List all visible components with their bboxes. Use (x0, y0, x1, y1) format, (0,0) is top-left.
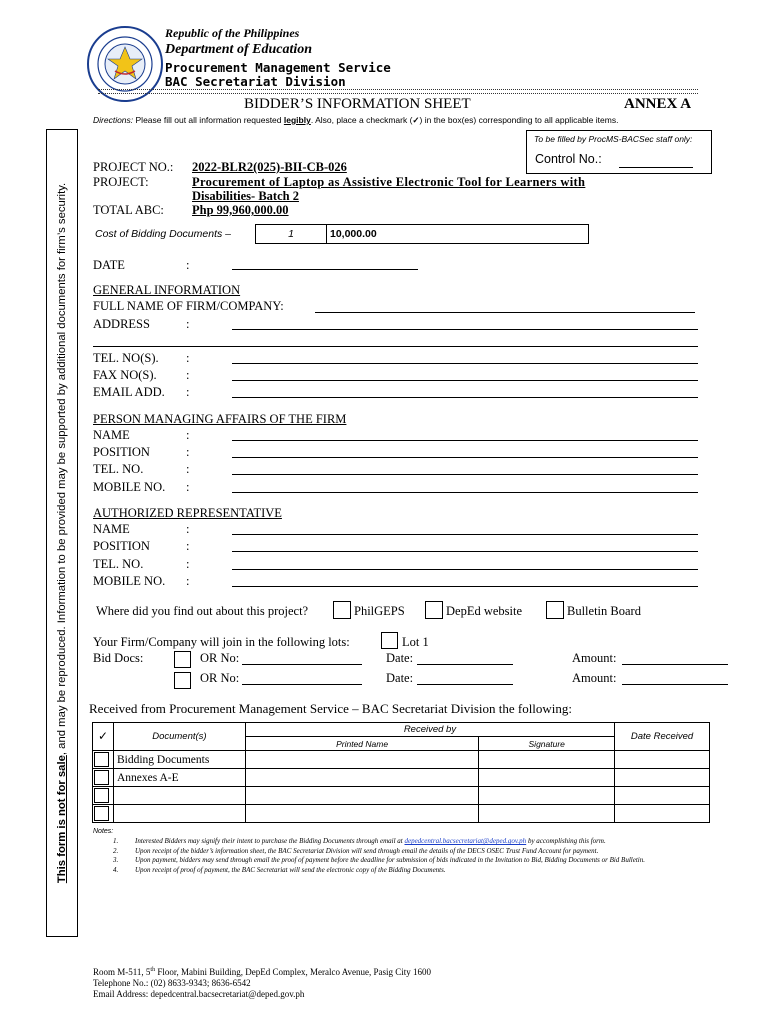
tel-colon: : (186, 351, 190, 365)
document-name: Bidding Documents (113, 751, 245, 769)
received-heading: Received from Procurement Management Service – BAC Secretariat Division the following: (89, 701, 573, 716)
amount-label-1: Amount: (572, 651, 617, 665)
department-heading: Department of Education (165, 42, 313, 57)
person-name-field[interactable] (232, 440, 698, 441)
table-row (93, 787, 710, 805)
rep-name-label: NAME (93, 522, 130, 536)
person-name-colon: : (186, 428, 190, 442)
fax-field[interactable] (232, 380, 698, 381)
rep-mobile-colon: : (186, 574, 190, 588)
bid-docs-checkbox-2[interactable] (174, 672, 191, 689)
footer-line-1: Room M-511, 5th Floor, Mabini Building, DepEd Complex, Meralco Avenue, Pasig City 1600 (93, 967, 432, 977)
date-received-cell[interactable] (615, 805, 710, 823)
note-text-tail: by accomplishing this form. (526, 837, 606, 845)
directions (93, 115, 618, 126)
signature-cell[interactable] (479, 769, 615, 787)
notes-list (113, 837, 703, 874)
date-field[interactable] (232, 269, 418, 270)
date-field-1[interactable] (417, 664, 513, 665)
bulletin-board-checkbox[interactable] (546, 601, 564, 619)
rep-position-colon: : (186, 539, 190, 553)
division-heading: BAC Secretariat Division (165, 74, 346, 89)
fax-colon: : (186, 368, 190, 382)
rep-mobile-field[interactable] (232, 586, 698, 587)
bulletin-board-label: Bulletin Board (567, 604, 641, 618)
side-notice-box (46, 129, 78, 937)
republic-heading: Republic of the Philippines (165, 26, 300, 40)
general-info-heading: GENERAL INFORMATION (93, 283, 241, 297)
service-heading: Procurement Management Service (165, 60, 391, 75)
note-item (113, 856, 703, 865)
note-number: 4. (113, 865, 119, 874)
person-tel-label: TEL. NO. (93, 462, 144, 476)
firm-name-label: FULL NAME OF FIRM/COMPANY: (93, 299, 284, 313)
side-notice-bold: This form is not for sale (56, 755, 68, 884)
footer-address (93, 965, 431, 1000)
directions-text-1: Please fill out all information requested (133, 115, 284, 125)
received-by-header: Received by (245, 723, 614, 737)
table-row (93, 769, 710, 787)
note-text: Upon receipt of proof of payment, the BAC Secretariat will send the electronic copy of the Bidding Documents. (135, 865, 446, 874)
signature-cell[interactable] (479, 751, 615, 769)
directions-text-3: ) in the box(es) corresponding to all applicable items. (419, 115, 619, 125)
date-label-1: Date: (386, 651, 414, 665)
address-label: ADDRESS (93, 317, 150, 331)
side-notice-text (56, 143, 68, 923)
amount-label-2: Amount: (572, 671, 617, 685)
person-tel-colon: : (186, 462, 190, 476)
philgeps-checkbox[interactable] (333, 601, 351, 619)
footer-line-3: Email Address: depedcentral.bacsecretariat@deped.gov.ph (93, 989, 305, 999)
side-notice-rest: , and may be reproduced. Information to be provided may be supported by additional documents for firm’s security. (56, 182, 68, 756)
date-received-cell[interactable] (615, 751, 710, 769)
rep-name-colon: : (186, 522, 190, 536)
lots-question: Your Firm/Company will join in the following lots: (93, 635, 350, 649)
rep-position-field[interactable] (232, 551, 698, 552)
note-item (113, 837, 703, 846)
person-position-label: POSITION (93, 445, 150, 459)
bac-email-link[interactable]: depedcentral.bacsecretariat@deped.gov.ph (404, 837, 527, 845)
email-field[interactable] (232, 397, 698, 398)
footer-line-2: Telephone No.: (02) 8633-9343; 8636-6542 (93, 978, 251, 988)
email-label: EMAIL ADD. (93, 385, 165, 399)
signature-cell[interactable] (479, 805, 615, 823)
project-no-value: 2022-BLR2(025)-BII-CB-026 (192, 160, 347, 174)
staff-only-note: To be filled by ProcMS-BACSec staff only: (534, 134, 693, 144)
lot-1-checkbox[interactable] (381, 632, 398, 649)
fax-label: FAX NO(S). (93, 368, 157, 382)
printed-name-cell[interactable] (245, 751, 479, 769)
firm-name-field[interactable] (315, 312, 695, 313)
checkmark-icon: ✓ (412, 115, 420, 125)
rep-position-label: POSITION (93, 539, 150, 553)
or-no-label-1: OR No: (200, 651, 240, 665)
person-mobile-label: MOBILE NO. (93, 480, 166, 494)
tel-field[interactable] (232, 363, 698, 364)
cost-box (255, 224, 589, 244)
annex-label: ANNEX A (624, 96, 692, 112)
note-number: 3. (113, 856, 119, 864)
documents-column-header: Document(s) (113, 723, 245, 751)
signature-header: Signature (479, 737, 615, 751)
date-colon: : (186, 258, 190, 272)
signature-cell[interactable] (479, 787, 615, 805)
project-no-label: PROJECT NO.: (93, 160, 174, 174)
rep-name-field[interactable] (232, 534, 698, 535)
person-mobile-colon: : (186, 480, 190, 494)
directions-legibly: legibly (283, 115, 311, 125)
row-1-checkbox[interactable] (94, 752, 109, 767)
lot-1-label: Lot 1 (402, 635, 429, 649)
cost-amount: 10,000.00 (330, 228, 377, 240)
document-name (113, 805, 245, 823)
control-no-field[interactable] (619, 167, 693, 168)
staff-only-box (526, 130, 712, 174)
control-no-label: Control No.: (535, 152, 602, 166)
person-mobile-field[interactable] (232, 492, 698, 493)
document-name (113, 787, 245, 805)
deped-website-label: DepEd website (446, 604, 523, 618)
date-received-cell[interactable] (615, 769, 710, 787)
amount-field-1[interactable] (622, 664, 728, 665)
date-received-cell[interactable] (615, 787, 710, 805)
note-text: Upon payment, bidders may send through email the proof of payment before the deadline for submission of bids indicated in the Invitation to Bid, Bidding Documents or Bid Bulletin. (135, 856, 645, 864)
or-no-field-2[interactable] (242, 684, 362, 685)
note-number: 2. (113, 846, 119, 855)
note-item (113, 866, 703, 875)
note-item (113, 847, 703, 856)
or-no-label-2: OR No: (200, 671, 240, 685)
tel-label: TEL. NO(S). (93, 351, 159, 365)
decorative-border (98, 89, 698, 94)
received-table (92, 722, 710, 823)
row-3-checkbox[interactable] (94, 788, 109, 803)
note-text: Interested Bidders may signify their intent to purchase the Bidding Documents through email at (135, 837, 405, 845)
date-field-2[interactable] (417, 684, 513, 685)
project-title-line-2: Disabilities- Batch 2 (192, 189, 299, 203)
notes-label: Notes: (93, 828, 114, 835)
project-label: PROJECT: (93, 175, 149, 189)
date-received-header: Date Received (615, 723, 710, 751)
table-row (93, 751, 710, 769)
rep-mobile-label: MOBILE NO. (93, 574, 166, 588)
rep-tel-field[interactable] (232, 569, 698, 570)
directions-text-2: . Also, place a checkmark ( (310, 115, 413, 125)
printed-name-cell[interactable] (245, 805, 479, 823)
person-position-colon: : (186, 445, 190, 459)
table-row (93, 805, 710, 823)
rep-tel-colon: : (186, 557, 190, 571)
total-abc-label: TOTAL ABC: (93, 203, 164, 217)
printed-name-cell[interactable] (245, 787, 479, 805)
authorized-heading: AUTHORIZED REPRESENTATIVE (93, 506, 282, 520)
philgeps-label: PhilGEPS (354, 604, 405, 618)
cost-quantity: 1 (288, 228, 294, 240)
amount-field-2[interactable] (622, 684, 728, 685)
cost-label: Cost of Bidding Documents – (95, 228, 231, 240)
person-position-field[interactable] (232, 457, 698, 458)
address-field-1[interactable] (232, 329, 698, 330)
email-colon: : (186, 385, 190, 399)
or-no-field-1[interactable] (242, 664, 362, 665)
document-name: Annexes A-E (113, 769, 245, 787)
row-4-checkbox[interactable] (94, 806, 109, 821)
check-column-header: ✓ (93, 723, 114, 751)
note-number: 1. (113, 837, 119, 845)
person-heading: PERSON MANAGING AFFAIRS OF THE FIRM (93, 412, 347, 426)
bid-docs-checkbox-1[interactable] (174, 651, 191, 668)
person-name-label: NAME (93, 428, 130, 442)
bid-docs-label: Bid Docs: (93, 651, 144, 665)
deped-website-checkbox[interactable] (425, 601, 443, 619)
row-2-checkbox[interactable] (94, 770, 109, 785)
printed-name-cell[interactable] (245, 769, 479, 787)
date-label-2: Date: (386, 671, 414, 685)
address-colon: : (186, 317, 190, 331)
source-question: Where did you find out about this project? (96, 604, 309, 618)
note-text: Upon receipt of the bidder’s information sheet, the BAC Secretariat Division will send through email the details of the DECS OSEC Trust Fund Account for payment. (135, 846, 599, 855)
total-abc-value: Php 99,960,000.00 (192, 203, 289, 217)
sheet-title: BIDDER’S INFORMATION SHEET (244, 96, 471, 112)
directions-prefix: Directions: (93, 115, 134, 125)
rep-tel-label: TEL. NO. (93, 557, 144, 571)
person-tel-field[interactable] (232, 474, 698, 475)
address-field-2[interactable] (93, 346, 698, 347)
date-label: DATE (93, 258, 125, 272)
printed-name-header: Printed Name (245, 737, 479, 751)
project-title-line-1: Procurement of Laptop as Assistive Electronic Tool for Learners with (192, 175, 586, 189)
